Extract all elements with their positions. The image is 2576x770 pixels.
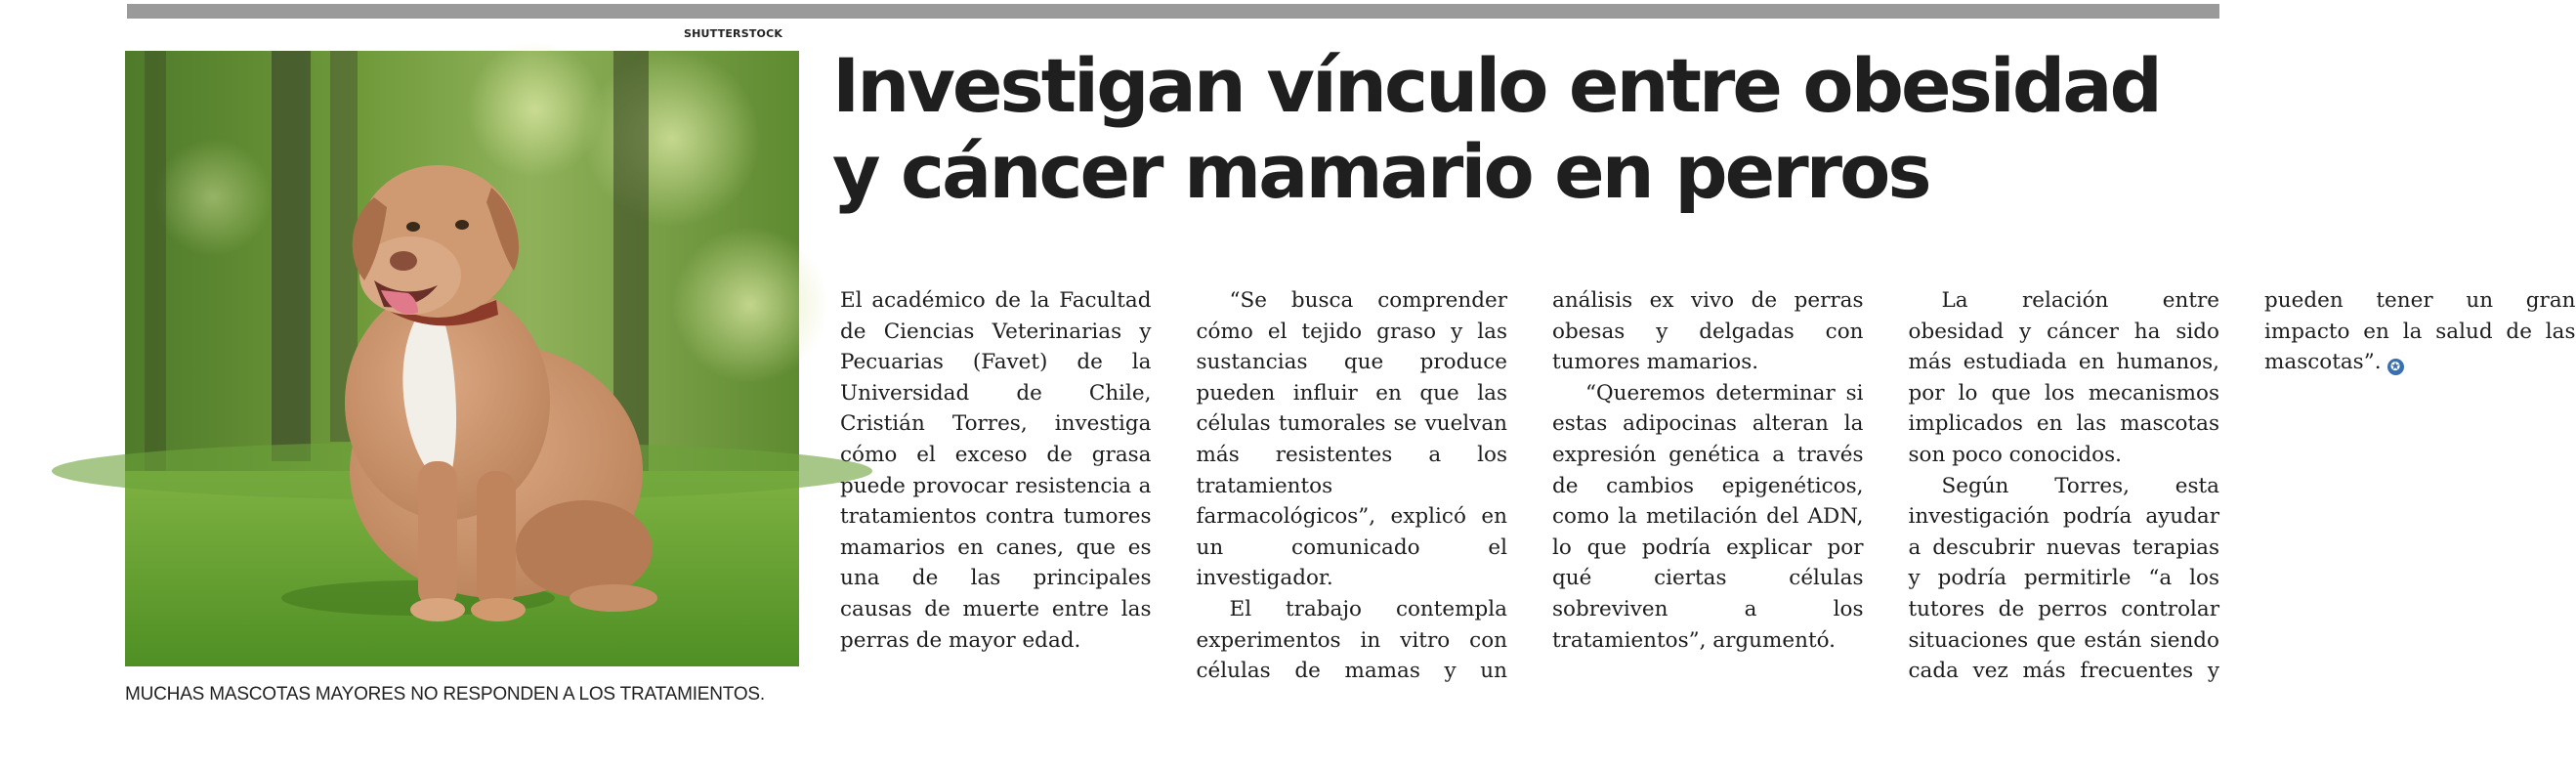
photo-credit: SHUTTERSTOCK bbox=[684, 27, 783, 40]
article-body bbox=[840, 285, 2576, 715]
headline bbox=[832, 43, 2219, 215]
paragraph: “Se busca comprender cómo el tejido graso y las sustancias que produce pueden influir en que las células tumorales se vuelvan más resistentes a los tratamientos farmacológicos”, explicó en un comunicado el investigador. bbox=[1196, 288, 1507, 591]
headline-line-2: y cáncer mamario en perros bbox=[832, 128, 1929, 215]
paragraph: El trabajo contempla experimentos in vitro con células de mamas y un análisis ex vivo de perras obesas y delgadas con tumores mamarios. bbox=[1196, 288, 1864, 684]
paragraph: La relación entre obesidad y cáncer ha sido más estudiada en humanos, por lo que los mecanismos implicados en las mascotas son poco conocidos. bbox=[1908, 288, 2219, 467]
paragraph-text: Según Torres, esta investigación podría ayudar a descubrir nuevas terapias y podría permitirle “a los tutores de perros controlar situaciones que están siendo cada vez más frecuentes y pueden tener un gran impacto en la salud de las mascotas”. bbox=[1908, 288, 2576, 684]
photo-caption: MUCHAS MASCOTAS MAYORES NO RESPONDEN A LOS TRATAMIENTOS. bbox=[125, 684, 765, 705]
paragraph: El académico de la Facultad de Ciencias Veterinarias y Pecuarias (Favet) de la Universidad de Chile, Cristián Torres, investiga cómo el exceso de grasa puede provocar resistencia a tratamientos contra tumores mamarios en canes, que es una de las principales causas de muerte entre las perras de mayor edad. bbox=[840, 288, 1152, 653]
top-rule bbox=[127, 4, 2219, 19]
dog-photo bbox=[125, 51, 799, 666]
end-mark-icon: ✪ bbox=[2387, 359, 2404, 375]
headline-line-1: Investigan vínculo entre obesidad bbox=[832, 42, 2160, 129]
paragraph: “Queremos determinar si estas adipocinas alteran la expresión genética a través de cambios epigenéticos, como la metilación del ADN, lo que podría explicar por qué ciertas células sobreviven a los tratamientos”, argumentó. bbox=[1552, 380, 1864, 653]
